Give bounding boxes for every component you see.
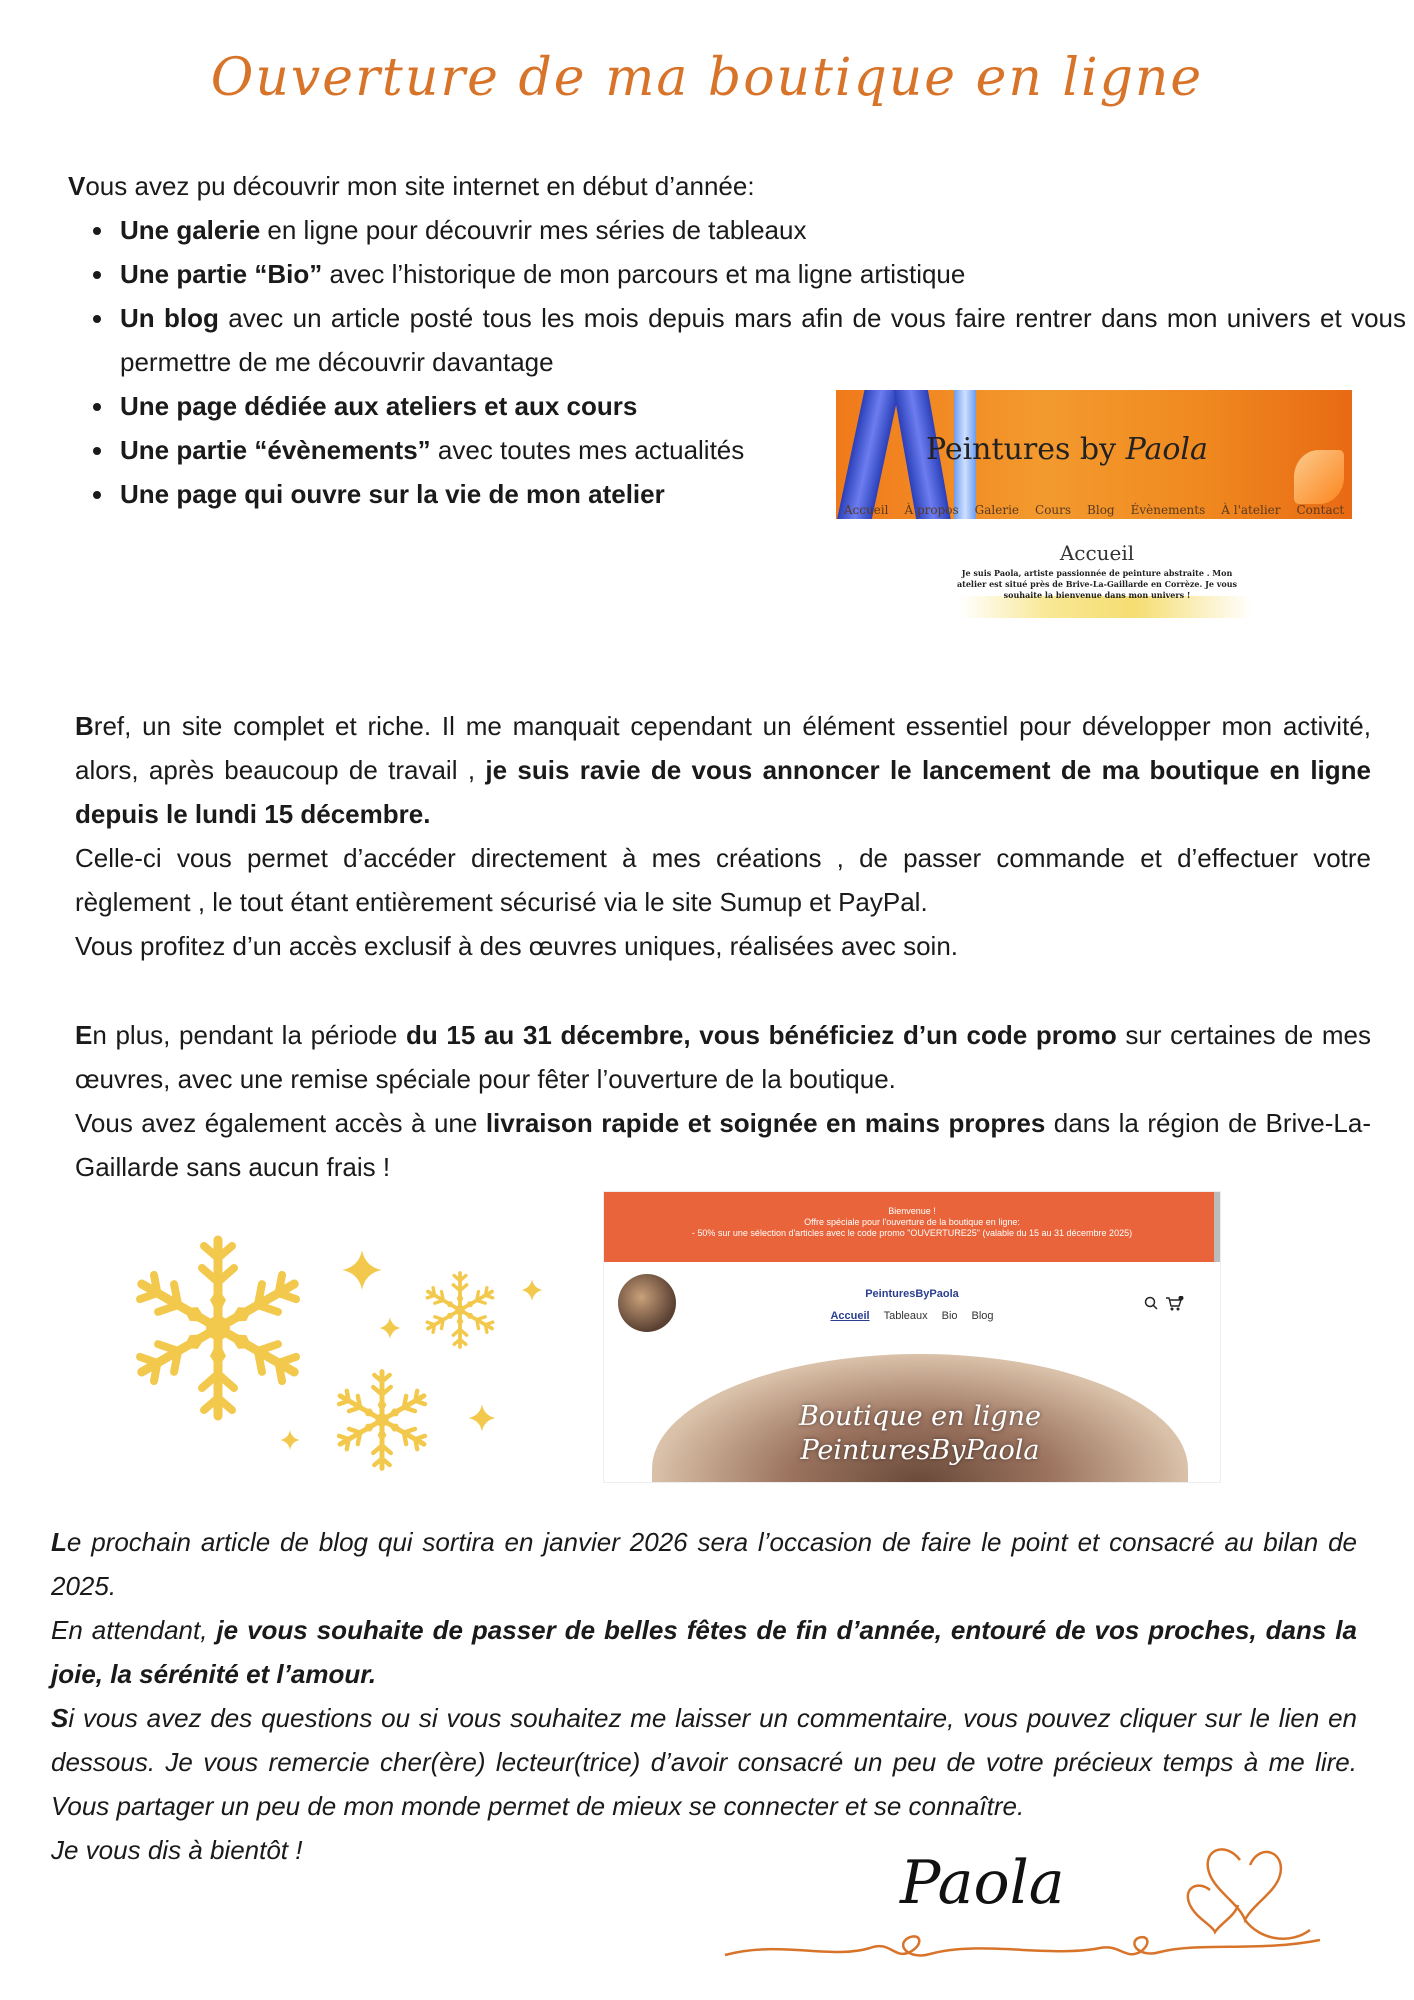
medium-snowflake-icon	[336, 1372, 429, 1469]
shop-nav	[604, 1310, 1220, 1322]
banner-text: Bienvenue !	[888, 1206, 936, 1216]
nav-item-accueil[interactable]: Accueil	[830, 1310, 870, 1322]
hearts-icon	[1188, 1849, 1310, 1938]
text: En attendant,	[51, 1615, 217, 1645]
nav-item[interactable]: Galerie	[974, 503, 1020, 517]
item-bold: Une partie “évènements”	[120, 435, 431, 465]
sparkle-icon	[469, 1405, 496, 1432]
shop-icons	[1144, 1296, 1184, 1315]
text: dans la région de Brive-La-Gaillarde sans aucun frais !	[75, 1108, 1371, 1182]
launch-paragraph	[75, 704, 1371, 968]
shop-name[interactable]: PeinturesByPaola	[865, 1288, 959, 1300]
list-item	[116, 208, 1406, 252]
small-snowflake-icon	[425, 1273, 496, 1347]
promo-paragraph	[75, 1013, 1371, 1189]
text: n plus, pendant la période	[92, 1020, 406, 1050]
bold-text: livraison rapide et soignée en mains propres	[485, 1108, 1046, 1138]
scrollbar[interactable]	[1214, 1192, 1220, 1262]
sparkle-icon	[379, 1317, 401, 1339]
item-text: avec toutes mes actualités	[430, 435, 745, 465]
item-bold: Une partie “Bio”	[120, 259, 323, 289]
site-page-text: Je suis Paola, artiste passionnée de peinture abstraite . Mon atelier est situé près de Brive-La-Gaillarde en Corrèze. Je vous souhaite la bienvenue dans mon univers !	[956, 568, 1238, 600]
list-item	[116, 252, 1406, 296]
flourish-line	[725, 1936, 1320, 1955]
item-text: en ligne pour découvrir mes séries de tableaux	[260, 215, 807, 245]
drop-letter: S	[51, 1703, 69, 1733]
nav-item[interactable]: Blog	[1087, 503, 1115, 517]
intro-text: ous avez pu découvrir mon site internet en début d’année:	[85, 171, 755, 201]
sparkle-icon	[521, 1279, 543, 1301]
drop-letter: B	[75, 711, 94, 741]
list-item	[116, 296, 1406, 384]
site-nav	[836, 503, 1352, 517]
nav-item[interactable]: À l'atelier	[1221, 503, 1281, 517]
text: Vous avez également accès à une	[75, 1108, 486, 1138]
signature-ornament	[720, 1820, 1340, 1970]
blue-brushstroke	[836, 390, 902, 519]
banner-text: Offre spéciale pour l'ouverture de la boutique en ligne:	[804, 1217, 1020, 1227]
nav-item[interactable]: Cours	[1035, 503, 1072, 517]
bold-text: je suis ravie de vous annoncer le lancement de ma boutique en ligne depuis le lundi 15 décembre.	[75, 755, 1371, 829]
text: e prochain article de blog qui sortira en janvier 2026 sera l’occasion de faire le point et consacré au bilan de 2025.	[51, 1527, 1357, 1601]
bold-text: du 15 au 31 décembre, vous bénéficiez d’un code promo	[405, 1020, 1117, 1050]
sparkle-icon	[280, 1430, 300, 1450]
nav-item[interactable]: Contact	[1296, 503, 1345, 517]
nav-item-blog[interactable]: Blog	[971, 1310, 994, 1322]
nav-item[interactable]: Accueil	[843, 503, 889, 517]
text: ref, un site complet et riche. Il me manquait cependant un élément essentiel pour développer mon activité, alors, après beaucoup de travail ,	[75, 711, 1371, 785]
item-text: avec un article posté tous les mois depuis mars afin de vous faire rentrer dans mon univers et vous permettre de me découvrir davantage	[120, 303, 1406, 377]
large-snowflake-icon	[134, 1240, 302, 1416]
website-header-screenshot	[836, 390, 1352, 519]
nav-item[interactable]: À propos	[904, 503, 959, 517]
text: sur certaines de mes œuvres, avec une remise spéciale pour fêter l’ouverture de la boutique.	[75, 1020, 1371, 1094]
text: i vous avez des questions ou si vous souhaitez me laisser un commentaire, vous pouvez cliquer sur le lien en dessous. Je vous remercie cher(ère) lecteur(trice) d’avoir consacré un peu de votre précieux temps à me lire. Vous partager un peu de mon monde permet de mieux se connecter et se connaître.	[51, 1703, 1357, 1821]
nav-item-bio[interactable]: Bio	[941, 1310, 958, 1322]
item-text: avec l’historique de mon parcours et ma ligne artistique	[322, 259, 966, 289]
item-bold: Un blog	[120, 303, 219, 333]
site-page-title: Accueil	[1059, 541, 1135, 565]
nav-item[interactable]: Évènements	[1130, 503, 1206, 517]
item-bold: Une page dédiée aux ateliers et aux cours	[120, 391, 638, 421]
bold-text: je vous souhaite de passer de belles fêtes de fin d’année, entouré de vos proches, dans la joie, la sérénité et l’amour.	[51, 1615, 1357, 1689]
text: Je vous dis à bientôt !	[51, 1835, 303, 1865]
cart-icon	[1166, 1296, 1184, 1311]
promo-banner	[604, 1192, 1220, 1262]
banner-text: - 50% sur une sélection d'articles avec le code promo "OUVERTURE25" (valable du 15 au 31 décembre 2025)	[691, 1228, 1133, 1238]
drop-letter: L	[51, 1527, 67, 1557]
signature: Paola	[900, 1848, 1065, 1918]
text: Vous profitez d’un accès exclusif à des œuvres uniques, réalisées avec soin.	[75, 931, 959, 961]
search-icon	[1146, 1298, 1158, 1310]
item-bold: Une page qui ouvre sur la vie de mon atelier	[120, 479, 665, 509]
item-bold: Une galerie	[120, 215, 261, 245]
hero-text: Boutique en ligne PeinturesByPaola	[798, 1401, 1042, 1466]
avatar	[618, 1274, 676, 1332]
nav-item-tableaux[interactable]: Tableaux	[883, 1310, 928, 1322]
page-title: Ouverture de ma boutique en ligne	[210, 48, 1204, 108]
paint-splash	[1294, 450, 1344, 504]
text: Celle-ci vous permet d’accéder directement à mes créations , de passer commande et d’effectuer votre règlement , le tout étant entièrement sécurisé via le site Sumup et PayPal.	[75, 843, 1371, 917]
snowflakes-decoration	[90, 1200, 560, 1490]
drop-letter: V	[68, 171, 86, 201]
shop-screenshot	[604, 1192, 1220, 1482]
sparkle-icon	[342, 1250, 382, 1290]
drop-letter: E	[75, 1020, 93, 1050]
intro-paragraph	[68, 164, 1368, 208]
site-title: Peintures by Paola	[926, 432, 1208, 467]
